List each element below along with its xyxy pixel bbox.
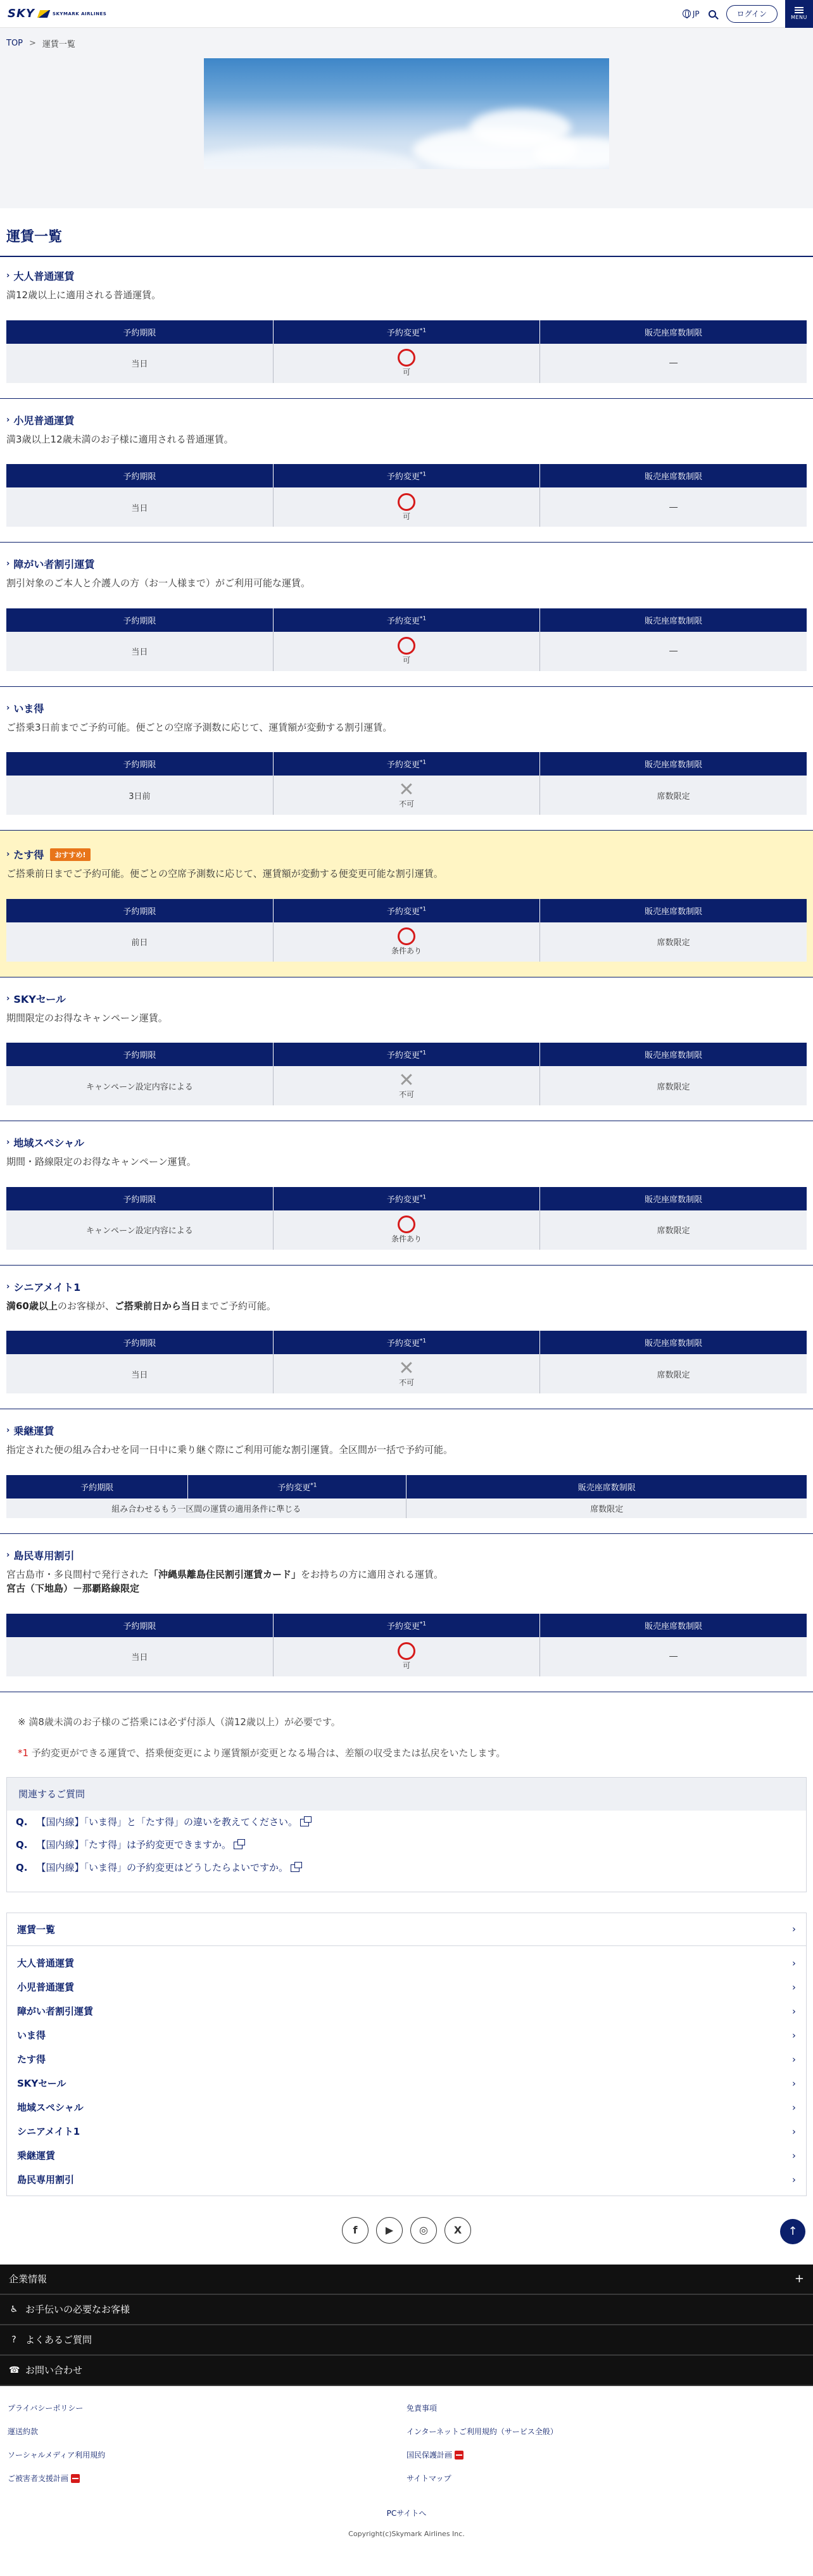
fare-nav-item[interactable] [7, 1951, 806, 1975]
desc-text: 宮古島市・多良間村で発行された [6, 1568, 149, 1580]
fare-name: 島民専用割引 [13, 1549, 75, 1562]
header-change [273, 1187, 539, 1210]
breadcrumb-home-link[interactable]: TOP [6, 38, 23, 48]
related-faq [6, 1777, 807, 1892]
pdf-icon [71, 2474, 80, 2483]
fare-section [0, 1423, 813, 1534]
footnote-mark: *1 [419, 1338, 427, 1345]
chevron-right-icon: › [792, 2029, 796, 2041]
chevron-right-icon: › [6, 1138, 10, 1147]
seats-cell: ― [540, 1637, 807, 1676]
fare-title [6, 556, 807, 571]
fare-title [6, 1279, 807, 1294]
header-period: 予約期限 [6, 1187, 273, 1210]
fare-nav-list [7, 1946, 806, 2196]
header-change [273, 1614, 539, 1637]
period-change-cell: 組み合わせるもう一区間の運賃の適用条件に準じる [6, 1498, 406, 1518]
menu-label: MENU [791, 15, 807, 20]
header-change [273, 752, 539, 776]
fare-title [6, 701, 807, 715]
seats-cell: 席数限定 [406, 1498, 807, 1518]
site-header [0, 0, 813, 28]
seats-cell: 席数限定 [540, 922, 807, 962]
chevron-right-icon: › [792, 2125, 796, 2137]
note-child-escort: ※ 満8歳未満のお子様のご搭乗には必ず付添人（満12歳以上）が必要です。 [18, 1716, 341, 1728]
faq-question: 【国内線】「いま得」と「たす得」の違いを教えてください。 [36, 1816, 298, 1828]
fare-nav-item[interactable] [7, 2168, 806, 2192]
header-period: 予約期限 [6, 608, 273, 632]
header-period: 予約期限 [6, 320, 273, 344]
seats-cell: 席数限定 [540, 1210, 807, 1250]
fare-title [6, 1548, 807, 1562]
fare-section [0, 1279, 813, 1410]
sitemap-link[interactable]: サイトマップ [406, 2473, 451, 2483]
header-period: 予約期限 [6, 1043, 273, 1066]
header-change-label: 予約変更 [386, 907, 420, 917]
fare-table [6, 1475, 807, 1518]
change-cell [273, 922, 539, 962]
fare-table [6, 1043, 807, 1105]
cross-ng-icon: ✕ [398, 1357, 415, 1379]
change-mark [274, 349, 539, 377]
cross-ng-icon: ✕ [398, 1069, 415, 1091]
victim-support-plan-link[interactable] [8, 2473, 406, 2484]
footnote-mark: *1 [419, 615, 427, 622]
contact-link[interactable] [0, 2356, 813, 2386]
period-cell: 当日 [6, 632, 273, 671]
header-period: 予約期限 [6, 1331, 273, 1354]
period-cell: 当日 [6, 344, 273, 383]
period-cell: 3日前 [6, 776, 273, 815]
header-period: 予約期限 [6, 464, 273, 487]
assistance-link[interactable] [0, 2295, 813, 2325]
faq-link[interactable] [7, 1811, 806, 1833]
change-label: 不可 [398, 1090, 414, 1099]
x-icon[interactable]: X [444, 2217, 471, 2244]
sky-hero-image [204, 58, 609, 169]
fare-description [6, 867, 807, 881]
company-info-label: 企業情報 [9, 2273, 47, 2285]
fare-description [6, 288, 807, 303]
seats-cell: ― [540, 344, 807, 383]
fare-table [6, 464, 807, 527]
fare-section [0, 831, 813, 977]
fare-table [6, 608, 807, 671]
change-mark [274, 778, 539, 809]
header-seats: 販売座席数制限 [540, 1187, 807, 1210]
change-label: 可 [402, 1661, 410, 1670]
seats-cell: 席数限定 [540, 1066, 807, 1105]
header-period: 予約期限 [6, 1475, 188, 1498]
change-label: 条件あり [391, 1235, 422, 1243]
carriage-terms-link[interactable]: 運送約款 [8, 2427, 39, 2436]
recommend-badge: おすすめ! [50, 848, 90, 861]
fare-description [6, 1011, 807, 1026]
note-mark: *1 [18, 1747, 29, 1759]
fare-notes [0, 1706, 813, 1759]
fare-description [6, 576, 807, 591]
footnote-mark: *1 [310, 1482, 317, 1489]
header-change-label: 予約変更 [386, 1621, 420, 1631]
fare-name: いま得 [13, 702, 44, 715]
footer-menu [0, 2265, 813, 2386]
fare-nav-label: シニアメイト1 [17, 2126, 80, 2137]
faq-link[interactable] [7, 1833, 806, 1856]
company-info-accordion[interactable] [0, 2265, 813, 2295]
instagram-icon[interactable]: ◎ [410, 2217, 437, 2244]
desc-bold: 宮古（下地島）－那覇路線限定 [6, 1583, 140, 1594]
change-label: 条件あり [391, 946, 422, 955]
contact-label: お問い合わせ [25, 2365, 83, 2376]
header-change [273, 1043, 539, 1066]
fare-nav-item[interactable] [7, 2047, 806, 2071]
header-seats: 販売座席数制限 [540, 752, 807, 776]
desc-text: 割引対象のご本人と介護人の方（お一人様まで）がご利用可能な運賃。 [6, 577, 311, 589]
circle-ok-icon [398, 493, 415, 511]
fare-name: 地域スペシャル [13, 1137, 85, 1149]
period-cell: 前日 [6, 922, 273, 962]
faq-q-label: Q. [16, 1816, 28, 1828]
period-cell: キャンペーン設定内容による [6, 1210, 273, 1250]
footnote-mark: *1 [419, 759, 427, 766]
fare-nav-item[interactable] [7, 2120, 806, 2144]
youtube-icon[interactable]: ▶ [376, 2217, 403, 2244]
period-cell: 当日 [6, 487, 273, 527]
fare-table [6, 752, 807, 815]
desc-bold: 満60歳以上 [6, 1300, 58, 1312]
header-seats: 販売座席数制限 [540, 1331, 807, 1354]
seats-cell: ― [540, 487, 807, 527]
victim-support-label: ご被害者支援計画 [8, 2473, 69, 2483]
header-change [273, 899, 539, 922]
social-media-terms-link[interactable]: ソーシャルメディア利用規約 [8, 2450, 106, 2460]
fare-nav-item[interactable] [7, 1975, 806, 1999]
faq-question: 【国内線】「いま得」の予約変更はどうしたらよいですか。 [36, 1862, 288, 1873]
change-label: 可 [402, 512, 410, 521]
fare-title [6, 1423, 807, 1438]
period-cell: 当日 [6, 1637, 273, 1676]
fare-name: シニアメイト1 [13, 1281, 81, 1293]
fare-table [6, 1331, 807, 1393]
fare-nav-item[interactable] [7, 2095, 806, 2120]
fare-description [6, 1299, 807, 1314]
skymark-logo[interactable] [8, 7, 106, 20]
facebook-icon[interactable]: f [342, 2217, 369, 2244]
desc-text: 満3歳以上12歳未満のお子様に適用される普通運賃。 [6, 433, 234, 445]
hamburger-icon [795, 7, 804, 13]
header-change-label: 予約変更 [386, 760, 420, 770]
cross-ng-icon: ✕ [398, 778, 415, 801]
fare-table [6, 1614, 807, 1676]
fare-name: 小児普通運賃 [13, 414, 75, 427]
chevron-right-icon: › [6, 1426, 10, 1435]
fare-nav-label: 島民専用割引 [17, 2174, 75, 2185]
change-cell [273, 1637, 539, 1676]
breadcrumb-separator: > [29, 38, 36, 48]
circle-ok-icon [398, 927, 415, 945]
desc-bold: ご搭乗前日から当日 [114, 1300, 200, 1312]
change-cell [273, 344, 539, 383]
header-period: 予約期限 [6, 899, 273, 922]
breadcrumb [0, 28, 813, 58]
header-seats: 販売座席数制限 [540, 608, 807, 632]
period-cell: 当日 [6, 1354, 273, 1393]
fare-table [6, 1187, 807, 1250]
faq-footer-link[interactable] [0, 2325, 813, 2356]
header-seats: 販売座席数制限 [540, 899, 807, 922]
chevron-right-icon: › [792, 1923, 796, 1935]
fare-section [0, 701, 813, 831]
fare-description [6, 432, 807, 447]
breadcrumb-current: 運賃一覧 [42, 39, 75, 49]
fare-nav-label: 地域スペシャル [17, 2102, 84, 2113]
fare-section [0, 991, 813, 1122]
change-cell [273, 1354, 539, 1393]
social-links [0, 2196, 813, 2265]
header-change-label: 予約変更 [386, 472, 420, 482]
seats-cell: ― [540, 632, 807, 671]
change-cell [273, 632, 539, 671]
change-label: 不可 [398, 799, 414, 808]
desc-text: ご搭乗前日までご予約可能。便ごとの空席予測数に応じて、運賃額が変動する便変更可能な割引運賃。 [6, 868, 443, 879]
footnote-mark: *1 [419, 471, 427, 478]
header-seats: 販売座席数制限 [540, 464, 807, 487]
faq-q-label: Q. [16, 1861, 28, 1873]
change-mark [274, 1216, 539, 1244]
fare-nav-heading: 運賃一覧 [17, 1923, 56, 1935]
footnote-mark: *1 [419, 1194, 427, 1201]
fare-nav-item[interactable] [7, 1999, 806, 2023]
header-change [273, 464, 539, 487]
fare-table [6, 899, 807, 962]
fare-list [0, 268, 813, 1692]
civil-protection-plan-link[interactable] [406, 2449, 805, 2460]
globe-icon [683, 9, 691, 18]
desc-text: のお客様が、 [57, 1300, 115, 1312]
change-label: 可 [402, 656, 410, 665]
chevron-right-icon: › [792, 2077, 796, 2089]
header-change-label: 予約変更 [386, 1195, 420, 1205]
faq-heading: 関連するご質問 [7, 1778, 806, 1811]
chevron-right-icon: › [6, 703, 10, 713]
fare-section [0, 1548, 813, 1692]
change-label: 不可 [398, 1378, 414, 1387]
privacy-policy-link[interactable]: プライバシーポリシー [8, 2403, 84, 2413]
chevron-right-icon: › [792, 2101, 796, 2113]
fare-nav-label: SKYセール [17, 2078, 66, 2089]
fare-nav-item[interactable] [7, 2071, 806, 2095]
footnote-mark: *1 [419, 906, 427, 913]
seats-cell: 席数限定 [540, 1354, 807, 1393]
desc-text: をお持ちの方に適用される運賃。 [301, 1568, 444, 1580]
faq-link[interactable] [7, 1856, 806, 1879]
search-icon[interactable] [709, 10, 716, 18]
accessibility-icon: ♿ [9, 2304, 18, 2315]
chevron-right-icon: › [6, 1550, 10, 1560]
fare-nav-label: いま得 [17, 2030, 46, 2041]
header-seats: 販売座席数制限 [540, 1043, 807, 1066]
fare-nav-label: 乗継運賃 [17, 2150, 56, 2161]
question-icon: ? [11, 2334, 16, 2345]
header-seats: 販売座席数制限 [540, 320, 807, 344]
fare-name: 障がい者割引運賃 [13, 558, 95, 570]
logo-mark-icon [37, 10, 50, 18]
circle-ok-icon [398, 349, 415, 367]
civil-protection-label: 国民保護計画 [406, 2450, 453, 2460]
fare-title [6, 413, 807, 427]
internet-terms-link[interactable]: インターネットご利用規約（サービス全般） [406, 2427, 558, 2436]
header-change-label: 予約変更 [277, 1483, 311, 1493]
fare-name: 大人普通運賃 [13, 270, 75, 282]
desc-text: までご予約可能。 [199, 1300, 276, 1312]
header-change [273, 320, 539, 344]
header-seats: 販売座席数制限 [540, 1614, 807, 1637]
fare-name: たす得 [13, 849, 44, 861]
header-period: 予約期限 [6, 1614, 273, 1637]
chevron-right-icon: › [792, 1957, 796, 1969]
fare-description [6, 720, 807, 735]
chevron-right-icon: › [6, 415, 10, 425]
plus-icon: + [794, 2272, 804, 2285]
header-change [273, 608, 539, 632]
note-change-difference [18, 1746, 795, 1759]
language-label: JP [692, 9, 700, 18]
fare-description [6, 1443, 807, 1457]
desc-text: 期間限定のお得なキャンペーン運賃。 [6, 1012, 168, 1024]
external-window-icon [300, 1819, 309, 1826]
page-top-button[interactable]: ↑ [780, 2219, 805, 2244]
header-change-label: 予約変更 [386, 616, 420, 626]
desc-text: 満12歳以上に適用される普通運賃。 [6, 289, 161, 301]
chevron-right-icon: › [792, 2149, 796, 2161]
seats-cell: 席数限定 [540, 776, 807, 815]
circle-ok-icon [398, 1642, 415, 1660]
chevron-right-icon: › [6, 559, 10, 569]
faq-q-label: Q. [16, 1838, 28, 1850]
chevron-right-icon: › [792, 2005, 796, 2017]
header-seats: 販売座席数制限 [406, 1475, 807, 1498]
fare-nav-item[interactable] [7, 2023, 806, 2047]
desc-bold: 「沖縄県離島住民割引運賃カード」 [149, 1568, 301, 1580]
circle-ok-icon [398, 1216, 415, 1233]
pc-site-link[interactable]: PCサイトへ [386, 2508, 427, 2518]
desc-text: 期間・路線限定のお得なキャンペーン運賃。 [6, 1156, 196, 1167]
change-mark [274, 493, 539, 522]
fare-description [6, 1568, 807, 1596]
footnote-mark: *1 [419, 1621, 427, 1628]
chevron-right-icon: › [792, 2173, 796, 2185]
fare-name: SKYセール [13, 993, 66, 1005]
header-change-label: 予約変更 [386, 328, 420, 338]
change-cell [273, 487, 539, 527]
chevron-right-icon: › [792, 2053, 796, 2065]
header-change [188, 1475, 406, 1498]
change-mark [274, 927, 539, 956]
menu-button[interactable] [785, 0, 813, 28]
footer-links [0, 2386, 813, 2490]
change-cell [273, 1210, 539, 1250]
header-change-label: 予約変更 [386, 1339, 420, 1348]
faq-question: 【国内線】「たす得」は予約変更できますか。 [36, 1839, 231, 1850]
fare-nav-label: 大人普通運賃 [17, 1957, 75, 1969]
desc-text: ご搭乗3日前までご予約可能。便ごとの空席予測数に応じて、運賃額が変動する割引運賃。 [6, 721, 393, 733]
copyright: Copyright(c)Skymark Airlines Inc. [348, 2529, 465, 2538]
language-switch[interactable] [683, 9, 700, 18]
pdf-icon [455, 2451, 463, 2460]
circle-ok-icon [398, 637, 415, 655]
logo-text: SKY [8, 7, 35, 20]
fare-nav-label: 障がい者割引運賃 [17, 2006, 94, 2017]
fare-nav-label: 小児普通運賃 [17, 1982, 75, 1993]
phone-icon: ☎ [9, 2365, 20, 2375]
change-cell [273, 1066, 539, 1105]
faq-footer-label: よくあるご質問 [25, 2334, 92, 2346]
chevron-right-icon: › [6, 993, 10, 1003]
logo-subtext: SKYMARK AIRLINES [52, 11, 107, 16]
fare-title [6, 847, 807, 862]
fare-title [6, 1135, 807, 1150]
fare-nav-heading-link[interactable] [7, 1913, 806, 1946]
page-title: 運賃一覧 [0, 208, 813, 257]
chevron-right-icon: › [6, 271, 10, 280]
header-period: 予約期限 [6, 752, 273, 776]
fare-section [0, 413, 813, 543]
chevron-right-icon: › [792, 1981, 796, 1993]
external-window-icon [291, 1864, 299, 1872]
disclaimer-link[interactable]: 免責事項 [406, 2403, 438, 2413]
change-mark [274, 1069, 539, 1100]
fare-title [6, 991, 807, 1006]
change-mark [274, 1642, 539, 1671]
external-window-icon [234, 1842, 243, 1849]
fare-nav-label: たす得 [17, 2054, 46, 2065]
fare-navigation [6, 1913, 807, 2196]
login-button[interactable]: ログイン [726, 5, 778, 23]
chevron-right-icon: › [6, 850, 10, 859]
note-change-text: 予約変更ができる運賃で、搭乗便変更により運賃額が変更となる場合は、差額の収受または払戻をいたします。 [28, 1747, 506, 1759]
header-change-label: 予約変更 [386, 1051, 420, 1060]
header-change [273, 1331, 539, 1354]
fare-table [6, 320, 807, 383]
fare-section [0, 556, 813, 687]
footnote-mark: *1 [419, 327, 427, 334]
fare-section [0, 268, 813, 399]
change-mark [274, 637, 539, 665]
assistance-label: お手伝いの必要なお客様 [25, 2304, 130, 2315]
fare-section [0, 1135, 813, 1266]
fare-title [6, 268, 807, 283]
chevron-right-icon: › [6, 1281, 10, 1291]
desc-text: 指定された便の組み合わせを同一日中に乗り継ぐ際にご利用可能な割引運賃。全区間が一括で予約可能。 [6, 1444, 453, 1455]
hero-area [0, 58, 813, 208]
fare-nav-item[interactable] [7, 2144, 806, 2168]
footnote-mark: *1 [419, 1050, 427, 1057]
change-cell [273, 776, 539, 815]
change-mark [274, 1357, 539, 1388]
fare-description [6, 1155, 807, 1169]
fare-name: 乗継運賃 [13, 1425, 54, 1437]
change-label: 可 [402, 368, 410, 377]
period-cell: キャンペーン設定内容による [6, 1066, 273, 1105]
